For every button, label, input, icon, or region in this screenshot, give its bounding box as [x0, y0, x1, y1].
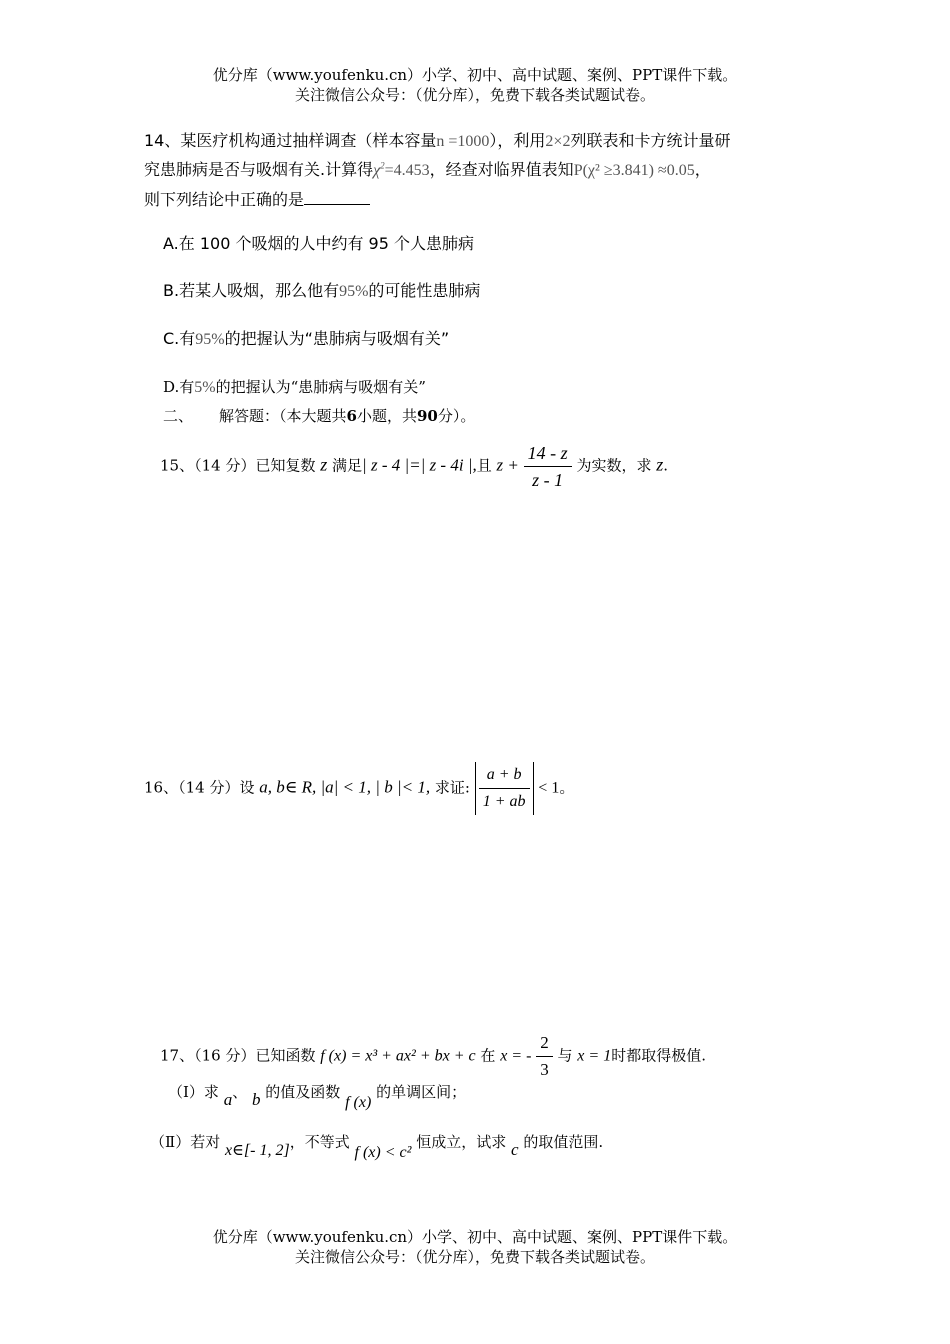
q14-option-c [163, 326, 449, 349]
q17-variable: c [511, 1140, 519, 1159]
q17-text: 的取值范围. [523, 1133, 604, 1151]
q17-text: 17、（16 分）已知函数 [160, 1046, 316, 1065]
q17-text: 在 [480, 1046, 496, 1065]
option-text: 的可能性患肺病 [368, 281, 481, 300]
option-text: 的把握认为“患肺病与吸烟有关” [224, 329, 450, 348]
option-text: B.若某人吸烟，那么他有 [163, 281, 340, 300]
q17-function: f (x) [345, 1094, 372, 1111]
header-line-1: 优分库（www.youfenku.cn）小学、初中、高中试题、案例、PPT课件下载。 [212, 66, 738, 84]
q16-text: 。 [559, 778, 575, 797]
q17-variable: a [223, 1090, 233, 1109]
q14-option-d [163, 376, 426, 397]
q17-text: 的单调区间； [376, 1083, 467, 1101]
fraction-numerator: a + b [479, 762, 530, 789]
fraction-numerator: 14 - z [524, 440, 572, 467]
q14-option-a: A.在 100 个吸烟的人中约有 95 个人患肺病 [163, 234, 474, 253]
q14-table-size: 2×2 [545, 133, 571, 150]
q17-x-value: x = 1 [577, 1047, 612, 1065]
q15-fraction [524, 440, 572, 493]
q17-text: 的值及函数 [265, 1083, 341, 1101]
q15-condition: | z - 4 |=| z - 4i |, [362, 455, 477, 475]
q17-text: ，不等式 [289, 1133, 350, 1151]
q17-text: （Ⅱ）若对 [150, 1133, 221, 1151]
q15-text: 为实数，求 [576, 456, 652, 475]
footer-line-2: 关注微信公众号：（优分库），免费下载各类试题试卷。 [294, 1248, 655, 1266]
q17-text: 、 [232, 1083, 248, 1101]
q16-condition: a, b∈ R, |a| < 1, | b |< 1, [259, 777, 431, 797]
option-text: C.有 [163, 329, 196, 348]
q15-text: 满足 [332, 456, 363, 475]
option-text: D.有 [163, 378, 195, 396]
q17-text: 恒成立，试求 [416, 1133, 507, 1151]
header-line-2: 关注微信公众号：（优分库），免费下载各类试题试卷。 [294, 86, 655, 104]
q14-option-b [163, 278, 480, 301]
q17-text: 与 [557, 1046, 573, 1065]
q15-text: 15、（14 分）已知复数 [160, 456, 316, 475]
q17-line-1 [160, 1030, 706, 1083]
fraction-denominator: 1 + ab [482, 793, 526, 810]
q17-part-1 [168, 1080, 467, 1111]
q15-variable: z [656, 454, 664, 475]
section-text: 解答题：（本大题共 [219, 407, 347, 425]
q14-probability: P(χ² ≥3.841) ≈0.05 [573, 162, 695, 179]
q15-text: . [663, 456, 669, 475]
q16-fraction [479, 762, 530, 815]
answer-blank [304, 190, 370, 205]
q14-text: 则下列结论中正确的是 [144, 190, 305, 209]
q16-text: 16、（14 分）设 [144, 778, 255, 797]
q15 [160, 440, 668, 493]
section-heading [163, 405, 475, 426]
q17-variable: b [252, 1090, 261, 1109]
q17-x-value: x = - [500, 1047, 532, 1065]
q17-part-2 [150, 1130, 604, 1161]
q14-text: ，经查对临界值表知 [429, 160, 574, 179]
q15-expression: z + [496, 455, 519, 475]
footer-line-1: 优分库（www.youfenku.cn）小学、初中、高中试题、案例、PPT课件下载。 [212, 1228, 738, 1246]
q17-text: 时都取得极值. [611, 1046, 706, 1065]
q14-sample-size: n =1000 [436, 133, 490, 150]
q15-text: 且 [476, 456, 492, 475]
option-percent: 95% [339, 283, 369, 300]
option-percent: 95% [195, 331, 225, 348]
q14-line-2 [144, 157, 711, 180]
question-count: 6 [346, 407, 357, 425]
section-text: 分）。 [437, 407, 476, 425]
fraction-denominator: z - 1 [532, 470, 564, 490]
q15-variable: z [320, 454, 328, 475]
q14-text: ），利用 [489, 131, 546, 150]
total-score: 90 [416, 407, 438, 425]
q14-text: ， [694, 160, 711, 179]
q17-inequality: f (x) < c² [354, 1144, 412, 1161]
section-number: 二、 [163, 407, 194, 425]
q17-function: f (x) = x³ + ax² + bx + c [320, 1047, 476, 1065]
fraction-denominator: 3 [540, 1060, 549, 1079]
q17-text: （Ⅰ）求 [168, 1083, 219, 1101]
q14-line-1 [144, 128, 730, 151]
q16-absolute-value [475, 762, 534, 815]
q14-chi-symbol: $\chi^2$ [373, 160, 385, 179]
section-text: 小题，共 [356, 407, 417, 425]
q17-interval: x∈[- 1, 2] [224, 1142, 290, 1159]
q14-chi-value: =4.453 [384, 162, 430, 179]
q14-text: 列联表和卡方统计量研 [570, 131, 731, 150]
q17-fraction [536, 1030, 553, 1083]
q16-text: 求证: [434, 778, 470, 797]
option-text: 的把握认为“患肺病与吸烟有关” [215, 378, 426, 396]
q14-text: 究患肺病是否与吸烟有关.计算得 [144, 160, 374, 179]
q16-inequality: < 1 [538, 779, 560, 797]
q14-line-3 [144, 187, 370, 210]
option-percent: 5% [194, 379, 216, 396]
q16 [144, 762, 574, 815]
fraction-numerator: 2 [536, 1030, 553, 1057]
q14-text: 14、某医疗机构通过抽样调查（样本容量 [144, 131, 437, 150]
